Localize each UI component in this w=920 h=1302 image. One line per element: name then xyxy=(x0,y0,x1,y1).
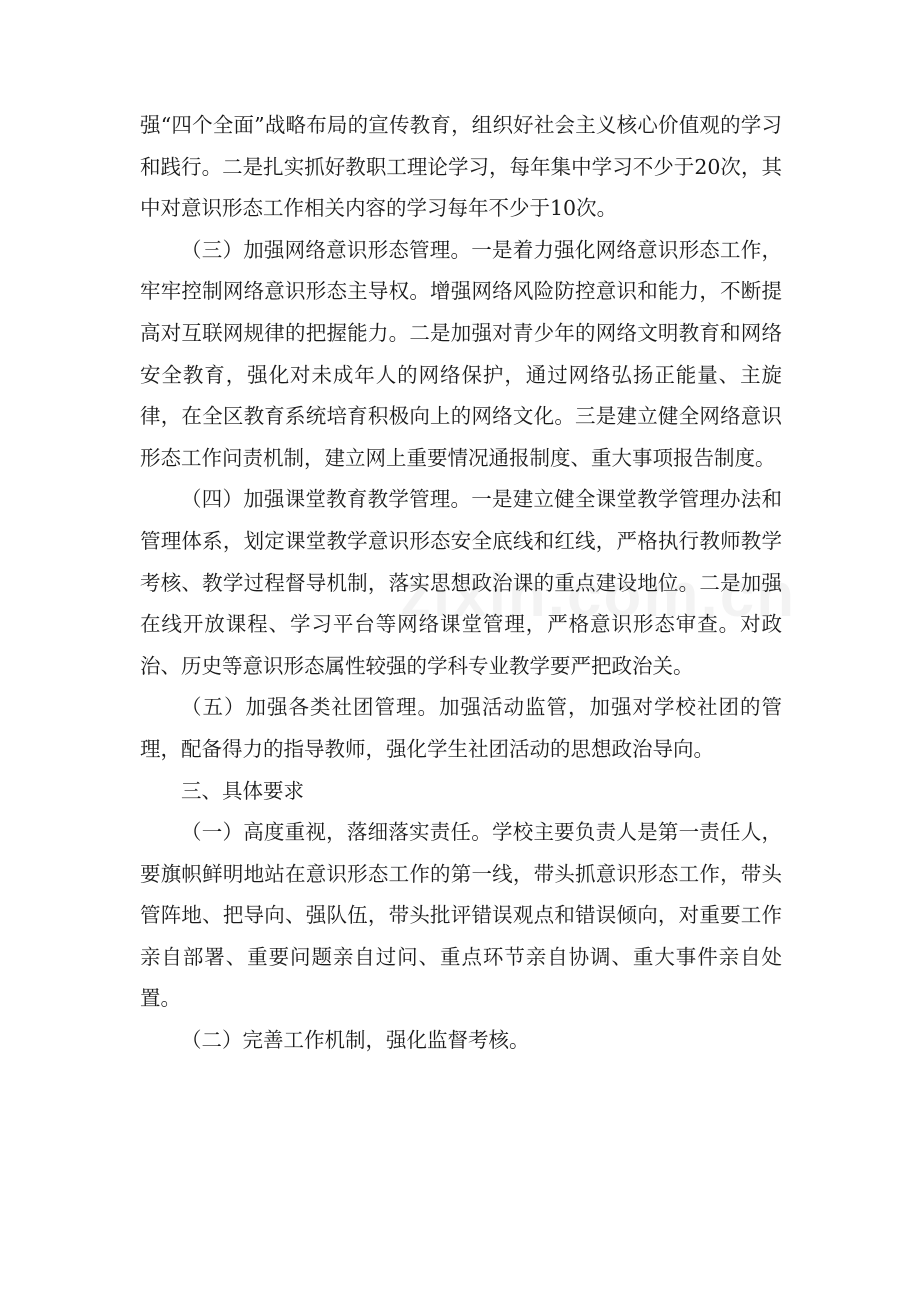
paragraph-club-management: （五）加强各类社团管理。加强活动监管，加强对学校社团的管理，配备得力的指导教师，强化学生社团活动的思想政治导向。 xyxy=(140,695,782,761)
paragraph-work-mechanism: （二）完善工作机制，强化监督考核。 xyxy=(181,1028,530,1053)
paragraph-responsibility: （一）高度重视，落细落实责任。学校主要负责人是第一责任人，要旗帜鲜明地站在意识形态工作的第一线，带头抓意识形态工作，带头管阵地、把导向、强队伍，带头批评错误观点和错误倾向，对重要工作亲自部署、重要问题亲自过问、重点环节亲自协调、重大事件亲自处置。 xyxy=(140,820,782,1011)
paragraph-continuation: 强“四个全面”战略布局的宣传教育，组织好社会主义核心价值观的学习和践行。二是扎实抓好教职工理论学习，每年集中学习不少于20次，其中对意识形态工作相关内容的学习每年不少于10次。 xyxy=(140,113,782,221)
document-body xyxy=(140,105,782,1062)
section-heading-requirements: 三、具体要求 xyxy=(181,778,304,803)
paragraph-network-ideology: （三）加强网络意识形态管理。一是着力强化网络意识形态工作，牢牢控制网络意识形态主导权。增强网络风险防控意识和能力，不断提高对互联网规律的把握能力。二是加强对青少年的网络文明教育和网络安全教育，强化对未成年人的网络保护，通过网络弘扬正能量、主旋律，在全区教育系统培育积极向上的网络文化。三是建立健全网络意识形态工作问责机制，建立网上重要情况通报制度、重大事项报告制度。 xyxy=(140,237,782,470)
paragraph-classroom-management: （四）加强课堂教育教学管理。一是建立健全课堂教学管理办法和管理体系，划定课堂教学意识形态安全底线和红线，严格执行教师教学考核、教学过程督导机制，落实思想政治课的重点建设地位。二是加强在线开放课程、学习平台等网络课堂管理，严格意识形态审查。对政治、历史等意识形态属性较强的学科专业教学要严把政治关。 xyxy=(140,487,782,678)
